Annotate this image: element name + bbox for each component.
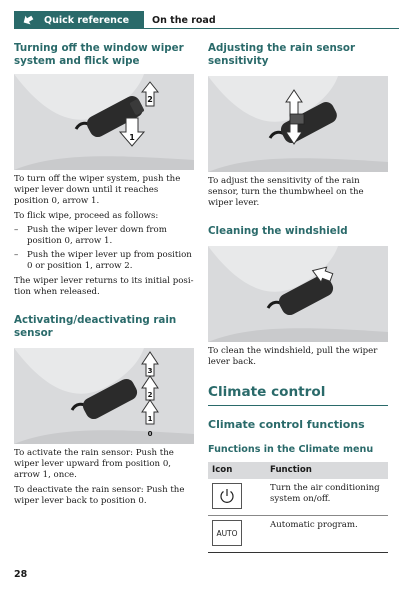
- position-0-label: 0: [147, 430, 153, 439]
- quick-reference-icon: [22, 14, 34, 26]
- rain-sensor-heading: Activating/deactivating rain sensor: [14, 314, 177, 340]
- svg-text:2: 2: [147, 95, 153, 104]
- svg-text:3: 3: [147, 367, 153, 376]
- header-rule: [144, 28, 399, 29]
- clean-windshield-illustration: [208, 246, 388, 342]
- rain-sensor-figure: [14, 348, 194, 444]
- col-icon: Icon: [208, 462, 266, 479]
- left-column: [14, 42, 194, 507]
- wiper-lever-illustration: [14, 74, 194, 170]
- clean-windshield-figure: [208, 246, 388, 342]
- page-number: 28: [14, 569, 28, 580]
- rain-sensor-illustration: [14, 348, 194, 444]
- climate-menu-heading: Functions in the Climate menu: [208, 444, 374, 456]
- wiper-lever-figure: [14, 74, 194, 170]
- svg-text:1: 1: [147, 415, 153, 424]
- wiper-p3: The wiper lever returns to its initial posi-tion when released.: [14, 275, 194, 297]
- climate-functions-heading: Climate control functions: [208, 418, 365, 432]
- rain-p1: To activate the rain sensor: Push the wiper lever upward from position 0, arrow 1, once.: [14, 448, 174, 481]
- chapter-label: On the road: [152, 14, 216, 26]
- table-row: [208, 516, 388, 553]
- climate-functions-table: [208, 462, 388, 553]
- section-tab: [14, 11, 144, 29]
- right-column: [208, 42, 388, 553]
- auto-icon: AUTO: [212, 520, 242, 546]
- clean-heading: Cleaning the windshield: [208, 224, 348, 237]
- function-text: Automatic program.: [266, 516, 388, 553]
- sensitivity-heading: Adjusting the rain sensor sensitivity: [208, 42, 356, 67]
- wiper-step-1: – Push the wiper lever down from position 0, arrow 1.: [14, 224, 167, 247]
- power-icon: [212, 483, 242, 509]
- wiper-p1: To turn off the wiper system, push the wiper lever down until it reaches position 0, arrow 1.: [14, 174, 181, 207]
- thumbwheel-illustration: [208, 76, 388, 172]
- climate-rule: [208, 405, 388, 406]
- rain-p2: To deactivate the rain sensor: Push the wiper lever back to position 0.: [14, 484, 185, 506]
- wiper-step-2: – Push the wiper lever up from position 0 or position 1, arrow 2.: [14, 250, 192, 272]
- svg-text:1: 1: [129, 133, 135, 142]
- function-text: Turn the air conditioning system on/off.: [266, 479, 388, 516]
- svg-text:2: 2: [147, 391, 153, 400]
- page-header: [14, 11, 399, 29]
- wiper-off-heading: Turning off the window wiper system and flick wipe: [14, 42, 184, 67]
- climate-control-heading: Climate control: [208, 384, 326, 401]
- clean-p: To clean the windshield, pull the wiper lever back.: [208, 345, 378, 367]
- section-label: Quick reference: [44, 14, 130, 26]
- thumbwheel-figure: [208, 76, 388, 172]
- col-function: Function: [266, 462, 388, 479]
- wiper-p2: To flick wipe, proceed as follows:: [14, 210, 159, 221]
- table-row: [208, 479, 388, 516]
- sensitivity-p: To adjust the sensitivity of the rain sensor, turn the thumbwheel on the wiper lever.: [208, 176, 364, 209]
